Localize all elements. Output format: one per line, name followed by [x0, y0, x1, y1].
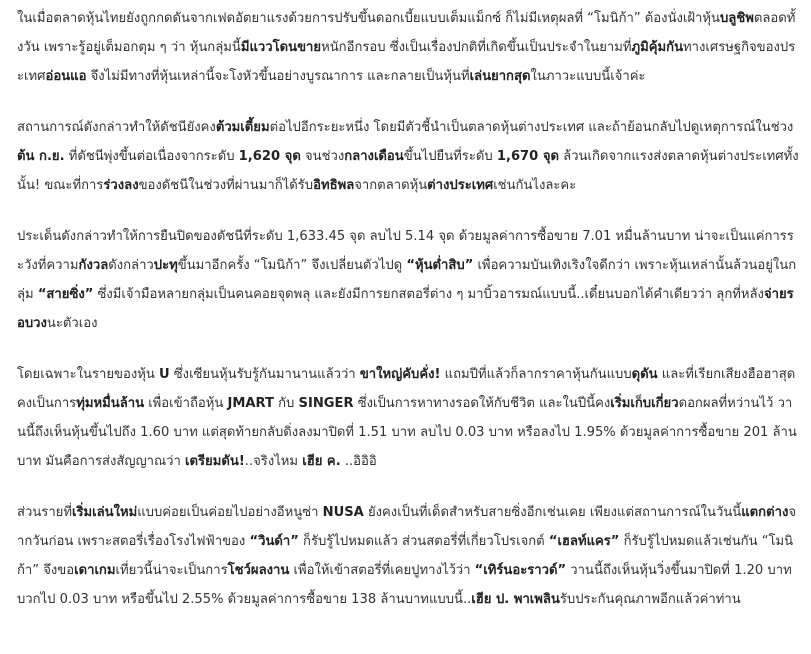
text-segment: ต่อไปอีกระยะหนึ่ง โดยมีตัวชี้นำเป็นตลาดหุ้นต่างประเทศ และถ้าย้อนกลับไปดูเหตุการณ์ในช่วง: [269, 120, 794, 135]
paragraph: [17, 498, 800, 614]
bold-text: ต้วมเตี้ยม: [215, 120, 270, 135]
text-segment: ขึ้นมาอีกครั้ง “โมนิก้า” จึงเปลี่ยนตัวไปดู: [177, 258, 407, 273]
text-segment: ในภาวะแบบนี้เจ้าค่ะ: [530, 69, 646, 84]
text-segment: ประเด็นดังกล่าวทำให้การยืนปิดของดัชนีที่ระดับ 1,633.45 จุด ลบไป 5.14 จุด ด้วยมูลค่าการซื้อขาย 7.01 หมื่นล้านบาท น่าจะเป็นแค่การระวังที่ความ: [17, 229, 794, 273]
paragraph: [17, 4, 800, 91]
bold-text: ร่วงลง: [103, 178, 139, 193]
text-segment: แบบค่อยเป็นค่อยไปอย่างอีหนูซ่า: [137, 505, 323, 520]
bold-text: อิทธิพล: [313, 178, 355, 193]
bold-text: โดนขาย: [272, 40, 322, 55]
bold-text: NUSA: [322, 505, 364, 520]
text-segment: ของดัชนีในช่วงที่ผ่านมาก็ได้รับ: [138, 178, 314, 193]
bold-text: จ่ายรอบวง: [17, 287, 794, 331]
bold-text: เฮีย ค.: [302, 454, 341, 469]
text-segment: ก็รับรู้ไปหมดแล้วเช่นกัน “โมนิก้า” จึงขอ: [17, 534, 794, 578]
bold-text: ภูมิคุ้มกัน: [631, 40, 684, 55]
bold-text: ต่างประเทศ: [427, 178, 494, 193]
bold-text: อ่อนแอ: [45, 69, 87, 84]
bold-text: เฮีย ป. พาเพลิน: [471, 592, 560, 607]
bold-text: ทุ่มหมื่นล้าน: [76, 396, 145, 411]
text-segment: ซึ่งเซียนหุ้นรับรู้กันมานานแล้วว่า: [169, 367, 360, 382]
text-segment: นะตัวเอง: [46, 316, 98, 331]
text-segment: ที่ดัชนีพุ่งขึ้นต่อเนื่องจากระดับ: [64, 149, 239, 164]
text-segment: ซึ่งเป็นการหาทางรอดให้กับชีวิต และในปีนี้คง: [353, 396, 611, 411]
text-segment: ทางเศรษฐกิจของประเทศ: [17, 40, 796, 84]
bold-text: 1,620 จุด: [238, 149, 301, 164]
text-segment: ล้วนเกิดจากแรงส่งตลาดหุ้นต่างประเทศทั้งนั้น! ขณะที่การ: [17, 149, 799, 193]
bold-text: JMART: [227, 396, 274, 411]
text-segment: ส่วนรายที่: [17, 505, 72, 520]
text-segment: วานนี้ถึงเห็นหุ้นวิ่งขึ้นมาปิดที่ 1.20 บาท บวกไป 0.03 บาท หรือขึ้นไป 2.55% ด้วยมูลค่าการซื้อขาย 138 ล้านบาทแบบนี้..: [17, 563, 792, 607]
bold-text: เดาเกม: [74, 563, 116, 578]
text-segment: ตลอดทั้งวัน เพราะรู้อยู่เต็มอกตุม ๆ ว่า หุ้นกลุ่มนี้: [17, 11, 796, 55]
bold-text: ต้น ก.ย.: [17, 149, 65, 164]
bold-text: มีแวว: [240, 40, 273, 55]
text-segment: ก็รับรู้ไปหมดแล้ว ส่วนสตอรี่ที่เกี่ยวโปรเจกต์: [298, 534, 549, 549]
text-segment: ..อิอิอิ: [340, 454, 377, 469]
bold-text: “หุ้นต่ำสิบ”: [406, 258, 474, 273]
bold-text: “เฮลท์แคร”: [548, 534, 620, 549]
text-segment: เพื่อเข้าถือหุ้น: [144, 396, 228, 411]
text-segment: เช่นกันไงละคะ: [493, 178, 577, 193]
bold-text: โชว์ผลงาน: [227, 563, 290, 578]
bold-text: ปะทุ: [153, 258, 178, 273]
text-segment: ในเมื่อตลาดหุ้นไทยยังถูกกดดันจากเฟดอัตยาแรงด้วยการปรับขึ้นดอกเบี้ยแบบเต็มแม็กซ์ ก็ไม่มีเหตุผลที่ “โมนิก้า” ต้องนั่งเฝ้าหุ้น: [17, 11, 720, 26]
text-segment: จึงไม่มีทางที่หุ้นเหล่านี้จะโงหัวขึ้นอย่างบูรณาการ และกลายเป็นหุ้นที่: [86, 69, 470, 84]
bold-text: บลูชิพ: [720, 11, 754, 26]
paragraph: [17, 222, 800, 338]
text-segment: ..จริงไหม: [244, 454, 303, 469]
text-segment: เที่ยวนี้น่าจะเป็นการ: [115, 563, 228, 578]
text-segment: จนช่วง: [300, 149, 345, 164]
bold-text: เล่นยากสุด: [469, 69, 531, 84]
text-segment: สถานการณ์ดังกล่าวทำให้ดัชนียังคง: [17, 120, 216, 135]
text-segment: กับ: [273, 396, 299, 411]
bold-text: 1,670 จุด: [496, 149, 560, 164]
bold-text: U: [158, 367, 170, 382]
bold-text: “วินด์า”: [249, 534, 299, 549]
text-segment: ขึ้นไปยืนที่ระดับ: [403, 149, 497, 164]
paragraph: [17, 360, 800, 476]
bold-text: ดุดัน: [631, 367, 658, 382]
text-segment: ดอกผลที่หว่านไว้ วานนี้ถึงเห็นหุ้นขึ้นไปถึง 1.60 บาท แต่สุดท้ายกลับดิ่งลงมาปิดที่ 1.51 บาท ลบไป 0.03 บาท หรือลงไป 1.95% ด้วยมูลค่าการซื้อขาย 201 ล้านบาท มันคือการส่งสัญญาณว่า: [17, 396, 797, 469]
text-segment: จากวันก่อน เพราะสตอรี่เรื่องโรงไฟฟ้าของ: [17, 505, 797, 549]
text-segment: หนักอีกรอบ ซึ่งเป็นเรื่องปกติที่เกิดขึ้นเป็นประจำในยามที่: [321, 40, 632, 55]
bold-text: เริ่มเก็บเกี่ยว: [610, 396, 679, 411]
bold-text: กลางเดือน: [344, 149, 404, 164]
text-segment: แถมปีที่แล้วก็ลากราคาหุ้นกันแบบ: [440, 367, 632, 382]
bold-text: เตรียมดัน!: [185, 454, 245, 469]
text-segment: เพื่อให้เข้าสตอรี่ที่เคยปูทางไว้ว่า: [289, 563, 475, 578]
bold-text: “เทิร์นอะราวด์”: [474, 563, 567, 578]
text-segment: เพื่อความบันเทิงเริงใจดีกว่า เพราะหุ้นเหล่านั้นล้วนอยู่ในกลุ่ม: [17, 258, 797, 302]
bold-text: SINGER: [298, 396, 354, 411]
text-segment: รับประกันคุณภาพอีกแล้วค่าท่าน: [559, 592, 741, 607]
bold-text: ขาใหญ่คับคั่ง!: [359, 367, 441, 382]
text-segment: ซึ่งมีเจ้ามือหลายกลุ่มเป็นคนคอยจุดพลุ และยังมีการยกสตอรี่ต่าง ๆ มาบิ้วอารมณ์แบบนี้..เดี๋ยนบอกได้คำเดียวว่า ลุกที่หลัง: [93, 287, 764, 302]
text-segment: และที่เรียกเสียงฮือฮาสุดคงเป็นการ: [17, 367, 796, 411]
text-segment: ยังคงเป็นที่เด็ดสำหรับสายซิ่งอีกเช่นเคย เพียงแต่สถานการณ์ในวันนี้: [363, 505, 742, 520]
bold-text: “สายซิ่ง”: [37, 287, 94, 302]
text-segment: ดังกล่าว: [108, 258, 154, 273]
text-segment: จากตลาดหุ้น: [354, 178, 428, 193]
bold-text: แตกต่าง: [741, 505, 789, 520]
paragraph: [17, 113, 800, 200]
bold-text: กังวล: [78, 258, 109, 273]
text-segment: โดยเฉพาะในรายของหุ้น: [17, 367, 159, 382]
bold-text: เริ่มเล่นใหม่: [71, 505, 138, 520]
